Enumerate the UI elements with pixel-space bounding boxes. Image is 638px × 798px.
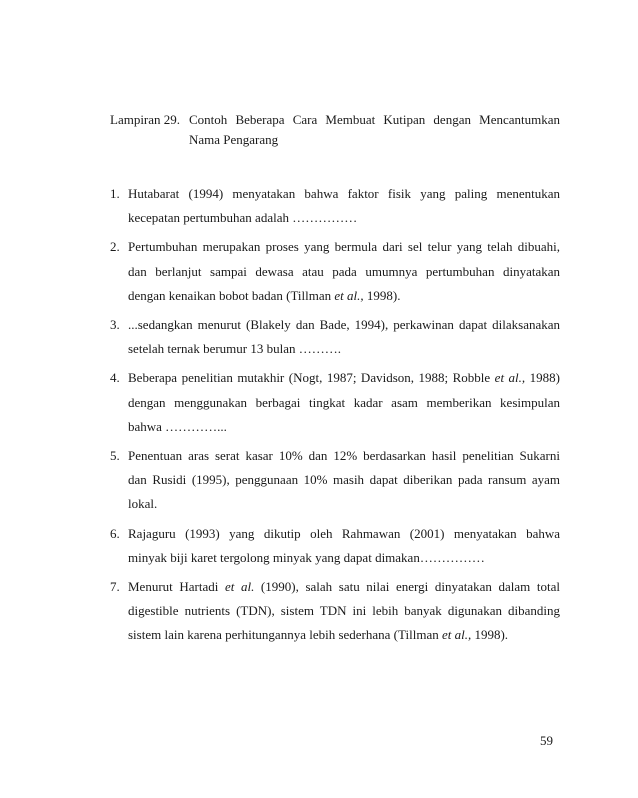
appendix-heading [110,110,560,150]
text-line [128,468,560,492]
list-item-text [128,235,560,308]
list-item-text [128,313,560,361]
text-segment: dengan menggunakan berbagai tingkat kadar asam memberikan kesimpulan [128,394,560,410]
text-line [128,182,560,206]
text-line [128,415,560,439]
text-segment: Rajaguru (1993) yang dikutip oleh Rahmawan (2001) menyatakan bahwa [128,525,560,541]
text-segment: 1998). [363,287,401,303]
text-segment: ...sedangkan menurut (Blakely dan Bade, 1994), perkawinan dapat dilaksanakan [128,317,560,333]
list-item-number: 2. [110,239,120,255]
list-item [110,313,560,361]
list-item-number: 6. [110,525,120,541]
text-line [128,284,560,308]
list-item-number: 3. [110,317,120,333]
text-line [128,546,560,570]
list-item [110,235,560,308]
list-item [110,575,560,648]
list-item [110,182,560,230]
appendix-title-line: Contoh Beberapa Cara Membuat Kutipan dengan Mencantumkan [189,112,560,127]
italic-citation-text: et al., [441,627,472,643]
list-item-number: 4. [110,370,120,386]
list-item-text [128,366,560,439]
text-segment: Hutabarat (1994) menyatakan bahwa faktor fisik yang paling menentukan [128,186,560,201]
list-item-text [128,182,560,230]
text-segment: digestible nutrients (TDN), sistem TDN ini lebih banyak digunakan dibanding [128,603,560,619]
text-segment: setelah ternak berumur 13 bulan ………. [128,341,341,357]
text-line [128,444,560,468]
list-item-text [128,522,560,570]
text-segment: minyak biji karet tergolong minyak yang dapat dimakan…………… [128,549,485,565]
appendix-title-line: Nama Pengarang [189,132,279,147]
text-line [128,522,560,546]
list-item [110,366,560,439]
text-line [128,206,560,230]
text-segment: 1988) [525,370,560,386]
italic-citation-text: et al., [494,370,526,386]
text-line [128,337,560,361]
text-segment: (1990), salah satu nilai energi dinyatakan dalam total [254,579,560,595]
list-item-text [128,444,560,517]
text-line [128,313,560,337]
text-line [128,366,560,390]
text-segment: 1998). [471,627,509,643]
italic-citation-text: et al., [334,287,364,303]
list-item-number: 7. [110,579,120,595]
citation-example-list [110,182,560,653]
text-line [128,260,560,284]
text-segment: Beberapa penelitian mutakhir (Nogt, 1987; Davidson, 1988; Robble [128,370,495,386]
text-line [128,575,560,599]
text-segment: Penentuan aras serat kasar 10% dan 12% berdasarkan hasil penelitian Sukarni [128,448,560,464]
text-segment: sistem lain karena perhitungannya lebih sederhana (Tillman [128,627,442,643]
list-item-number: 5. [110,448,120,464]
text-segment: dan berlanjut sampai dewasa atau pada umumnya pertumbuhan dinyatakan [128,263,560,279]
page-number: 59 [540,733,553,748]
text-segment: dengan kenaikan bobot badan (Tillman [128,287,335,303]
text-line [128,623,560,647]
text-line [128,391,560,415]
list-item [110,444,560,517]
text-segment: dan Rusidi (1995), penggunaan 10% masih dapat diberikan pada ransum ayam [128,472,560,488]
list-item [110,522,560,570]
text-segment: kecepatan pertumbuhan adalah …………… [128,210,358,226]
text-segment: Menurut Hartadi [128,579,225,595]
text-line [128,235,560,259]
appendix-label: Lampiran 29. [110,112,181,127]
text-segment: lokal. [128,496,158,512]
text-line [128,599,560,623]
italic-citation-text: et al. [224,579,255,595]
list-item-number: 1. [110,186,120,201]
text-line [128,492,560,516]
text-segment: Pertumbuhan merupakan proses yang bermula dari sel telur yang telah dibuahi, [128,239,560,255]
text-segment: bahwa …………... [128,418,227,434]
list-item-text [128,575,560,648]
appendix-title [189,110,560,150]
